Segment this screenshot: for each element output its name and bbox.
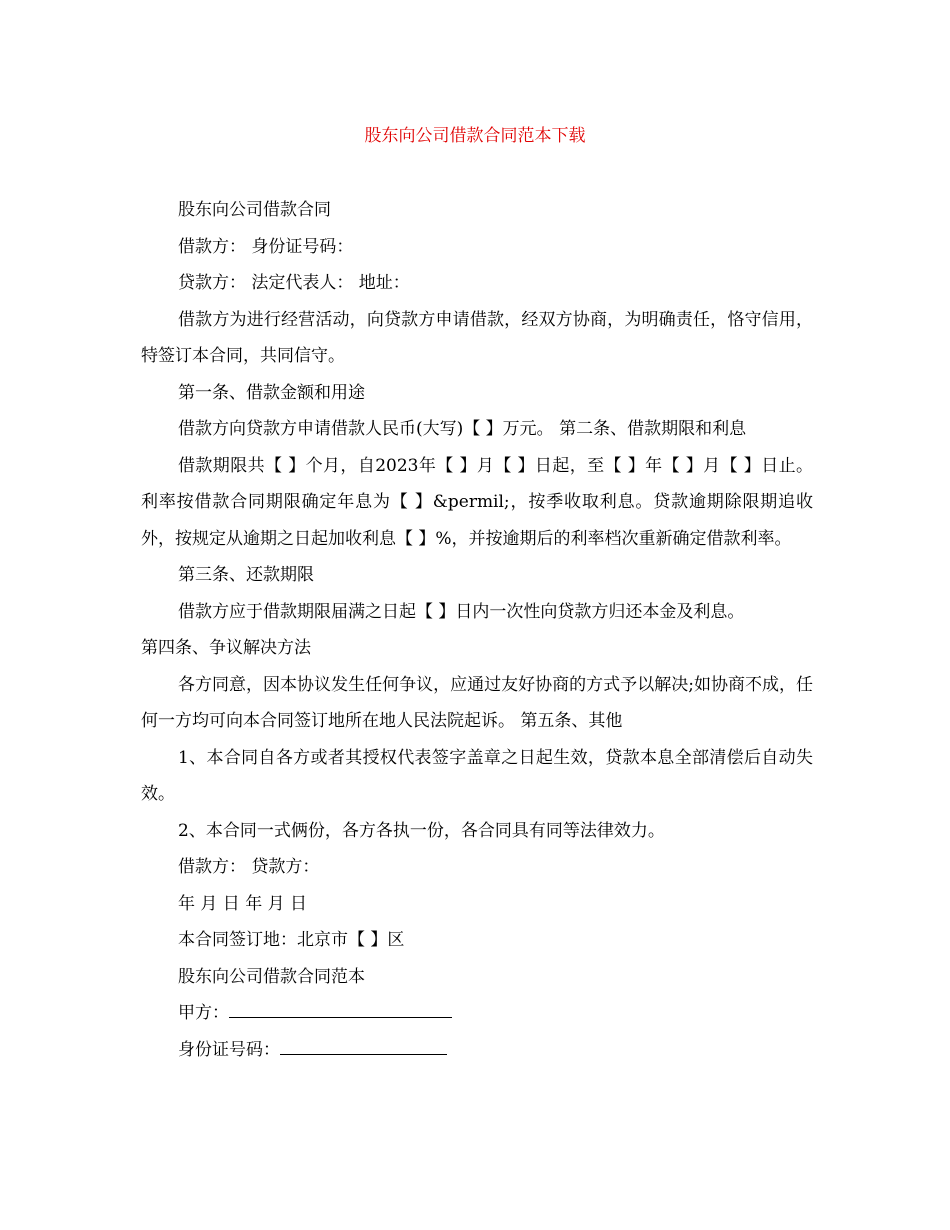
preamble-paragraph: 借款方为进行经营活动，向贷款方申请借款，经双方协商，为明确责任，恪守信用，特签订本合同，共同信守。 — [141, 309, 813, 366]
document-title: 股东向公司借款合同范本下载 — [364, 126, 586, 146]
party-a-label: 甲方： — [178, 1003, 229, 1023]
article-4-body: 各方同意，因本协议发生任何争议，应通过友好协商的方式予以解决;如协商不成，任何一方均可向本合同签订地所在地人民法院起诉。 第五条、其他 — [141, 674, 813, 731]
document-body — [141, 192, 813, 1068]
party-a-fill-line[interactable] — [229, 999, 452, 1018]
contract-heading: 股东向公司借款合同 — [178, 200, 331, 220]
article-1-body: 借款方向贷款方申请借款人民币(大写)【 】万元。 第二条、借款期限和利息 — [178, 419, 747, 439]
id-number-label: 身份证号码： — [178, 1039, 280, 1060]
article-5-clause-1: 1、本合同自各方或者其授权代表签字盖章之日起生效，贷款本息全部清偿后自动失效。 — [141, 747, 813, 804]
article-3-body: 借款方应于借款期限届满之日起【 】日内一次性向贷款方归还本金及利息。 — [178, 601, 745, 622]
signature-dates: 年 月 日 年 月 日 — [178, 893, 308, 914]
party-a-row — [141, 995, 813, 1032]
borrower-line: 借款方： 身份证号码： — [178, 236, 354, 257]
id-number-row — [141, 1032, 813, 1069]
article-1-heading: 第一条、借款金额和用途 — [178, 382, 365, 403]
article-2-body: 借款期限共【 】个月，自2023年【 】月【 】日起，至【 】年【 】月【 】日止。利率按借款合同期限确定年息为【 】&permil;，按季收取利息。贷款逾期除限期追收外，按规定从逾期之日起加收利息【 】%，并按逾期后的利率档次重新确定借款利率。 — [141, 455, 813, 549]
signature-parties: 借款方： 贷款方： — [178, 857, 320, 877]
id-number-fill-line[interactable] — [280, 1036, 447, 1055]
article-3-heading: 第三条、还款期限 — [178, 565, 314, 585]
lender-line: 贷款方： 法定代表人： 地址： — [178, 273, 410, 293]
template-subtitle: 股东向公司借款合同范本 — [178, 966, 365, 987]
article-4-heading: 第四条、争议解决方法 — [141, 638, 311, 658]
signing-place: 本合同签订地：北京市【 】区 — [178, 930, 405, 950]
article-5-clause-2: 2、本合同一式俩份，各方各执一份，各合同具有同等法律效力。 — [178, 820, 665, 841]
